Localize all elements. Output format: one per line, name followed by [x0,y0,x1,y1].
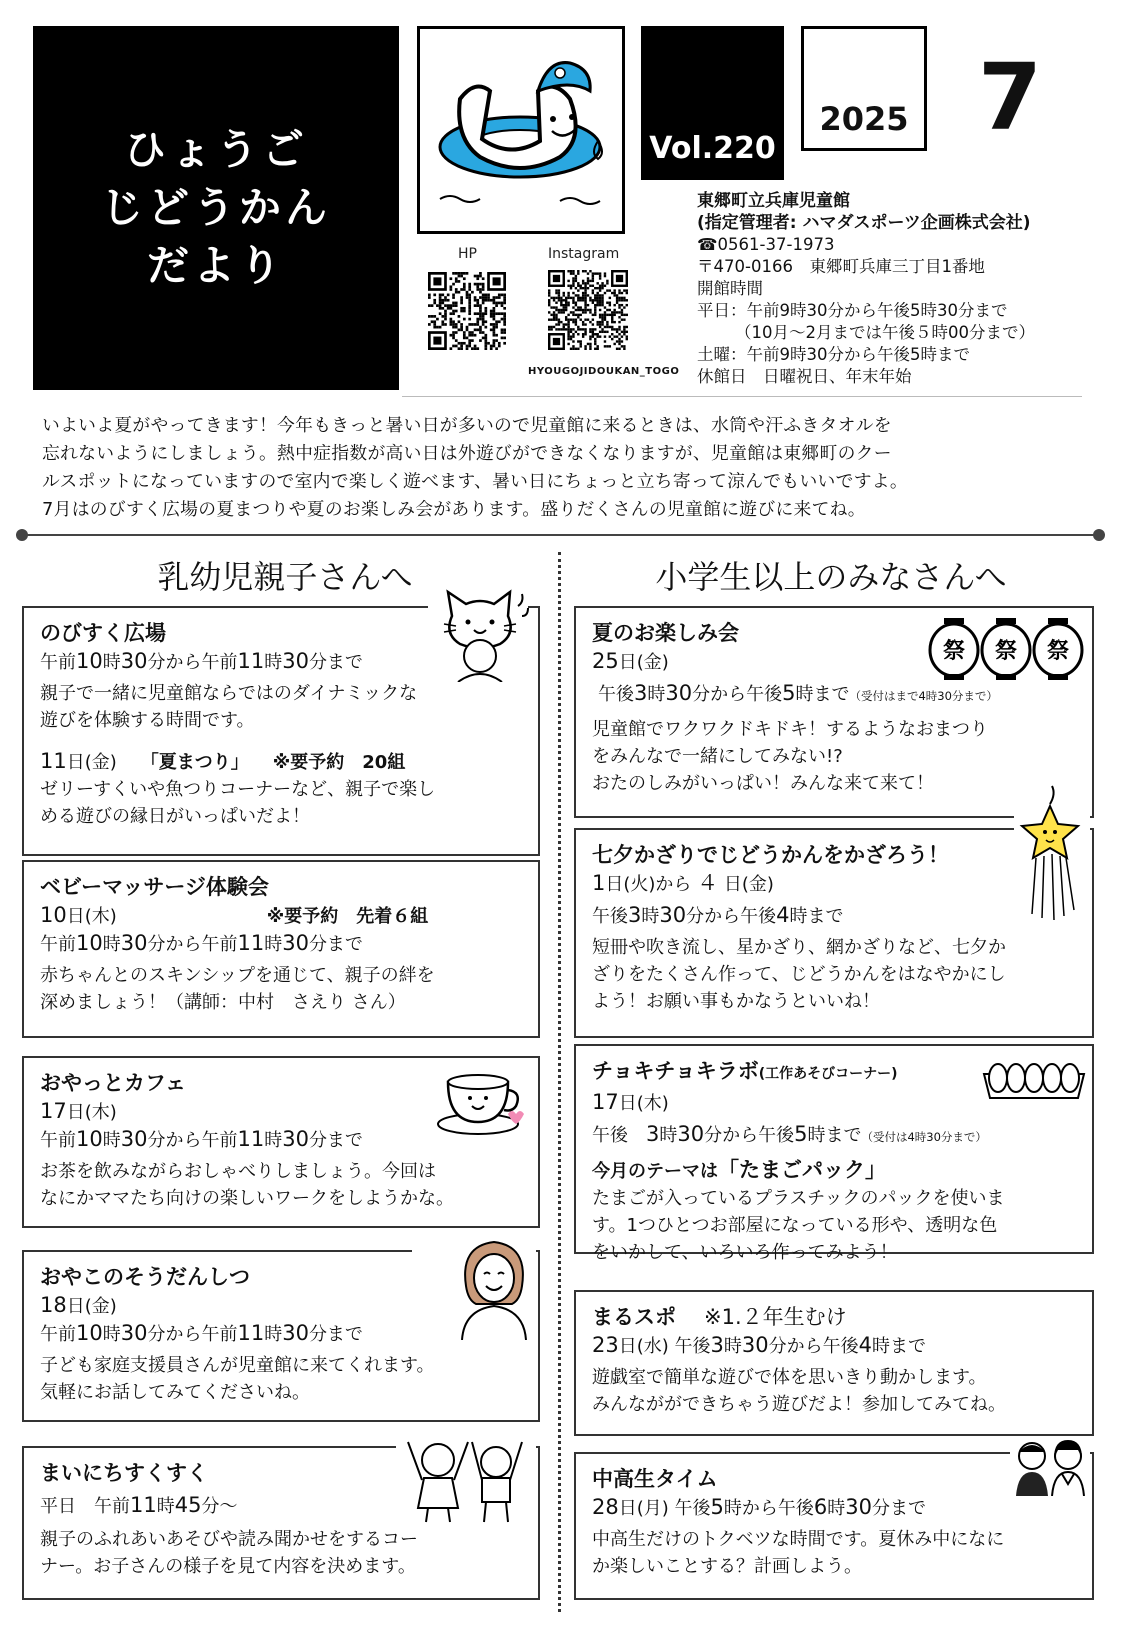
hours-label: 開館時間 [697,279,763,298]
teacup-icon [432,1066,528,1138]
instagram-qr-code[interactable] [548,270,628,352]
desc-line: 親子で一緒に児童館ならではのダイナミックな [40,683,418,704]
desc-line: をみんなで一緒にしてみない!? [592,746,843,767]
lantern-icon [926,614,1086,684]
hp-qr-code[interactable] [428,272,506,350]
column-divider [558,552,561,1612]
phone: ☎0561-37-1973 [697,235,835,254]
title-line-3: だより [146,241,285,290]
cat-kid-illustration [430,586,530,682]
desc-line: 遊びを体験する時間です。 [40,710,255,731]
divider-dot [16,529,28,541]
intro-text [42,412,1092,524]
time-line: 平日 午前11時45分～ [40,1493,238,1517]
students-illustration [1012,1436,1090,1496]
card-title: 中高生タイム [592,1467,718,1491]
desc-line: 親子のふれあいあそびや読み聞かせをするコー [40,1529,418,1550]
woman-icon [454,1236,534,1340]
lanterns-illustration [926,614,1086,684]
event-line: 11日(金) 「夏まつり」 ※要予約 20組 [40,749,406,773]
volume-number: Vol.220 [649,131,776,166]
saturday-hours: 土曜：午前9時30分から午後5時まで [697,345,970,364]
instagram-id: HYOUGOJIDOUKAN_TOGO [528,366,680,377]
desc-line: ナー。お子さんの様子を見て内容を決めます。 [40,1556,416,1577]
time-line: 午前10時30分から午前11時30分まで [40,931,363,955]
egg-carton-icon [980,1054,1088,1102]
weekday-note: （10月～2月までは午後５時00分まで） [735,323,1035,342]
theme-line: 今月のテーマは「たまごパック」 [592,1158,886,1182]
teacup-illustration [432,1066,528,1138]
date-line: 25日(金) [592,649,669,673]
facility-name: 東郷町立兵庫児童館 [697,191,850,211]
info-block [697,190,1035,388]
lantern-text: 祭 [1046,639,1070,664]
desc-line: よう！お願い事もかなうといいね！ [592,991,880,1012]
desc-line: お茶を飲みながらおしゃべりしましょう。今回は [40,1161,436,1182]
desc-line: なにかママたち向けの楽しいワークをしようかな。 [40,1188,454,1209]
card-baby-massage [22,860,540,1038]
desc-line: おたのしみがいっぱい！みんな来て来て！ [592,773,934,794]
volume-box [641,26,784,180]
time-line: 午後 3時30分から午後5時まで（受付は4時30分まで） [592,1122,987,1146]
info-rule [402,396,1082,397]
card-title: まるスポ ※1.２年生むけ [592,1305,847,1329]
kids-icon [400,1432,532,1524]
desc-line: 中高生だけのトクベツな時間です。夏休み中になに [592,1529,1005,1550]
instagram-qr-icon [548,270,628,352]
desc-line: 短冊や吹き流し、星かざり、網かざりなど、七夕か [592,937,1006,958]
desc-line: 赤ちゃんとのスキンシップを通じて、親子の絆を [40,965,435,986]
card-title: おやっとカフェ [40,1071,186,1095]
closed-days: 休館日 日曜祝日、年末年始 [697,367,912,386]
card-title: 夏のお楽しみ会 [592,621,739,645]
desc-line: ゼリーすくいや魚つりコーナーなど、親子で楽し [40,779,436,800]
desc-line: 遊戯室で簡単な遊びで体を思いきり動かします。 [592,1367,987,1388]
intro-line: いよいよ夏がやってきます！今年もきっと暑い日が多いので児童館に来るときは、水筒や汗ふきタオルを [42,415,892,436]
desc-line: 児童館でワクワクドキドキ！するようなおまつり [592,719,988,740]
lantern-text: 祭 [994,639,1018,664]
manager: (指定管理者: ハマダスポーツ企画株式会社) [697,213,1031,233]
desc-line: をいかして、いろいろ作ってみよう！ [592,1242,898,1263]
desc-line: 子ども家庭支援員さんが児童館に来てくれます。 [40,1355,435,1376]
lantern-text: 祭 [942,639,966,664]
time-line: 午前10時30分から午前11時30分まで [40,1127,363,1151]
desc-line: みんながができちゃう遊びだよ！参加してみてね。 [592,1394,1006,1415]
time-line: 午前10時30分から午前11時30分まで [40,1321,363,1345]
hp-qr-icon [428,272,506,350]
date-line: 17日(木) [592,1090,669,1114]
date-line: 18日(金) [40,1293,117,1317]
date-line: 17日(木) [40,1099,117,1123]
card-marusupo [574,1290,1094,1436]
section-divider [22,534,1098,536]
card-title: まいにちすくすく [40,1461,208,1485]
date-line: 28日(月) 午後5時から午後6時30分まで [592,1495,926,1519]
cat-kid-icon [430,586,530,682]
students-icon [1012,1436,1090,1496]
card-title: おやこのそうだんしつ [40,1265,250,1289]
mascot-illustration [420,29,622,231]
star-illustration [1012,784,1092,924]
desc-line: か楽しいことする？計画しよう。 [592,1556,862,1577]
address: 〒470-0166 東郷町兵庫三丁目1番地 [697,257,985,276]
date-line: 23日(水) 午後3時30分から午後4時まで [592,1333,926,1357]
divider-dot [1093,529,1105,541]
year: 2025 [819,100,909,138]
desc-line: す。1つひとつお部屋になっている形や、透明な色 [592,1215,998,1236]
intro-line: ルスポットになっていますので室内で楽しく遊べます、暑い日にちょっと立ち寄って涼んでもいいですよ。 [42,471,908,492]
intro-line: 7月はのびすく広場の夏まつりや夏のお楽しみ会があります。盛りだくさんの児童館に遊びに来てね。 [42,499,866,520]
hp-label: HP [458,246,477,262]
year-box [801,26,927,151]
title-line-2: じどうかん [100,183,331,232]
instagram-label: Instagram [548,246,620,262]
time-line: 午前10時30分から午前11時30分まで [40,649,363,673]
date-line: 10日(木) ※要予約 先着６組 [40,903,429,927]
left-column-heading: 乳幼児親子さんへ [157,558,413,596]
title-block [33,26,399,390]
desc-line: める遊びの縁日がいっぱいだよ！ [40,806,310,827]
month-number: 7 [978,44,1043,151]
desc-line: 深めましょう！（講師：中村 さえり さん） [40,992,406,1013]
card-title: ベビーマッサージ体験会 [40,875,269,899]
title-line-1: ひょうご [123,125,308,174]
egg-carton-illustration [980,1054,1088,1102]
card-title: チョキチョキラボ(工作あそびコーナー) [592,1059,898,1083]
intro-line: 忘れないようにしましょう。熱中症指数が高い日は外遊びができなくなりますが、児童館は東郷町のクー [42,443,892,464]
card-title: のびすく広場 [40,621,166,645]
woman-illustration [454,1236,534,1340]
time-line: 午後3時30分から午後5時まで（受付はまで4時30分まで） [598,681,998,705]
time-line: 午後3時30分から午後4時まで [592,903,844,927]
card-title: 七夕かざりでじどうかんをかざろう！ [592,843,949,867]
right-column-heading: 小学生以上のみなさんへ [655,558,1007,596]
mascot-box [417,26,625,234]
star-icon [1012,784,1092,924]
desc-line: 気軽にお話してみてくださいね。 [40,1382,310,1403]
date-line: 1日(火)から ４ 日(金) [592,871,774,895]
desc-line: ざりをたくさん作って、じどうかんをはなやかにし [592,964,1006,985]
desc-line: たまごが入っているプラスチックのパックを使いま [592,1188,1005,1209]
kids-illustration [400,1432,532,1524]
weekday-hours: 平日：午前9時30分から午後5時30分まで [697,301,1008,320]
